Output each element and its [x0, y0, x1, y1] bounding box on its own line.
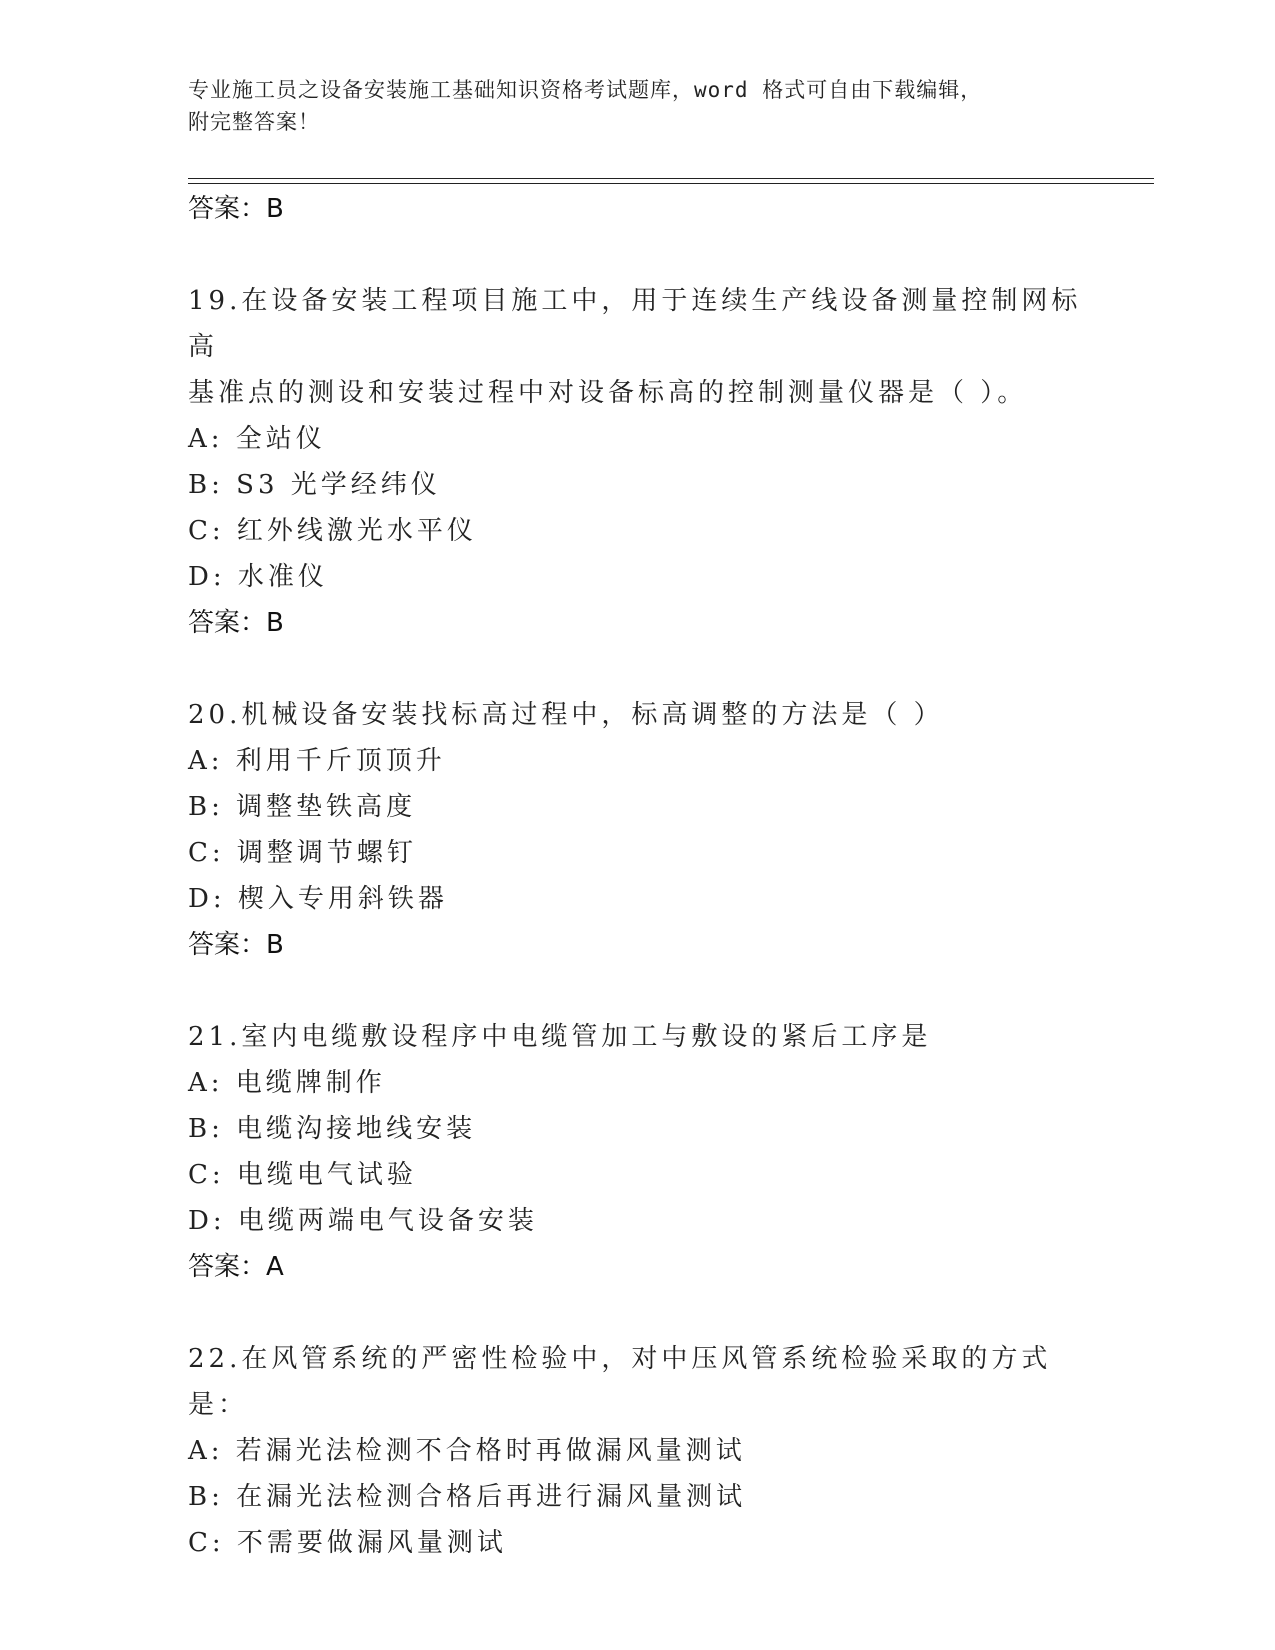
- question-stem: 20.机械设备安装找标高过程中，标高调整的方法是（ ）: [188, 700, 944, 730]
- answer-option: A: 电缆牌制作: [188, 1068, 386, 1098]
- header-line-2: 附完整答案！: [188, 110, 320, 134]
- answer-option: B: 调整垫铁高度: [188, 792, 417, 822]
- question-block: [188, 278, 1088, 646]
- answer-label: 答案：A: [188, 1252, 284, 1282]
- header-divider-top: [188, 178, 1154, 179]
- question-stem: 19.在设备安装工程项目施工中，用于连续生产线设备测量控制网标高: [188, 286, 1082, 362]
- answer-option: B: S3 光学经纬仪: [188, 470, 441, 500]
- answer-option: C: 不需要做漏风量测试: [188, 1528, 507, 1558]
- question-spacer: [188, 1290, 1088, 1336]
- answer-option: B: 电缆沟接地线安装: [188, 1114, 477, 1144]
- answer-option: B: 在漏光法检测合格后再进行漏风量测试: [188, 1482, 747, 1512]
- answer-option: D: 电缆两端电气设备安装: [188, 1206, 538, 1236]
- answer-option: D: 楔入专用斜铁器: [188, 884, 448, 914]
- answer-option: C: 调整调节螺钉: [188, 838, 417, 868]
- answer-label: 答案：B: [188, 194, 284, 224]
- question-spacer: [188, 968, 1088, 1014]
- answer-option: D: 水准仪: [188, 562, 328, 592]
- question-stem: 21.室内电缆敷设程序中电缆管加工与敷设的紧后工序是: [188, 1022, 932, 1052]
- header-divider-bottom: [188, 183, 1154, 184]
- question-list: [188, 186, 1088, 1566]
- answer-option: C: 电缆电气试验: [188, 1160, 417, 1190]
- answer-option: A: 全站仪: [188, 424, 326, 454]
- question-spacer: [188, 232, 1088, 278]
- question-block: [188, 692, 1088, 968]
- question-stem: 基准点的测设和安装过程中对设备标高的控制测量仪器是（ ）。: [188, 378, 1028, 408]
- question-spacer: [188, 646, 1088, 692]
- answer-option: C: 红外线激光水平仪: [188, 516, 477, 546]
- question-block: [188, 1336, 1088, 1566]
- header-line-1: 专业施工员之设备安装施工基础知识资格考试题库，word 格式可自由下载编辑，: [188, 78, 983, 102]
- answer-option: A: 若漏光法检测不合格时再做漏风量测试: [188, 1436, 746, 1466]
- document-header: [188, 74, 1068, 138]
- answer-label: 答案：B: [188, 608, 284, 638]
- answer-label: 答案：B: [188, 930, 284, 960]
- question-block: [188, 1014, 1088, 1290]
- answer-option: A: 利用千斤顶顶升: [188, 746, 446, 776]
- question-stem: 22.在风管系统的严密性检验中，对中压风管系统检验采取的方式是：: [188, 1344, 1052, 1420]
